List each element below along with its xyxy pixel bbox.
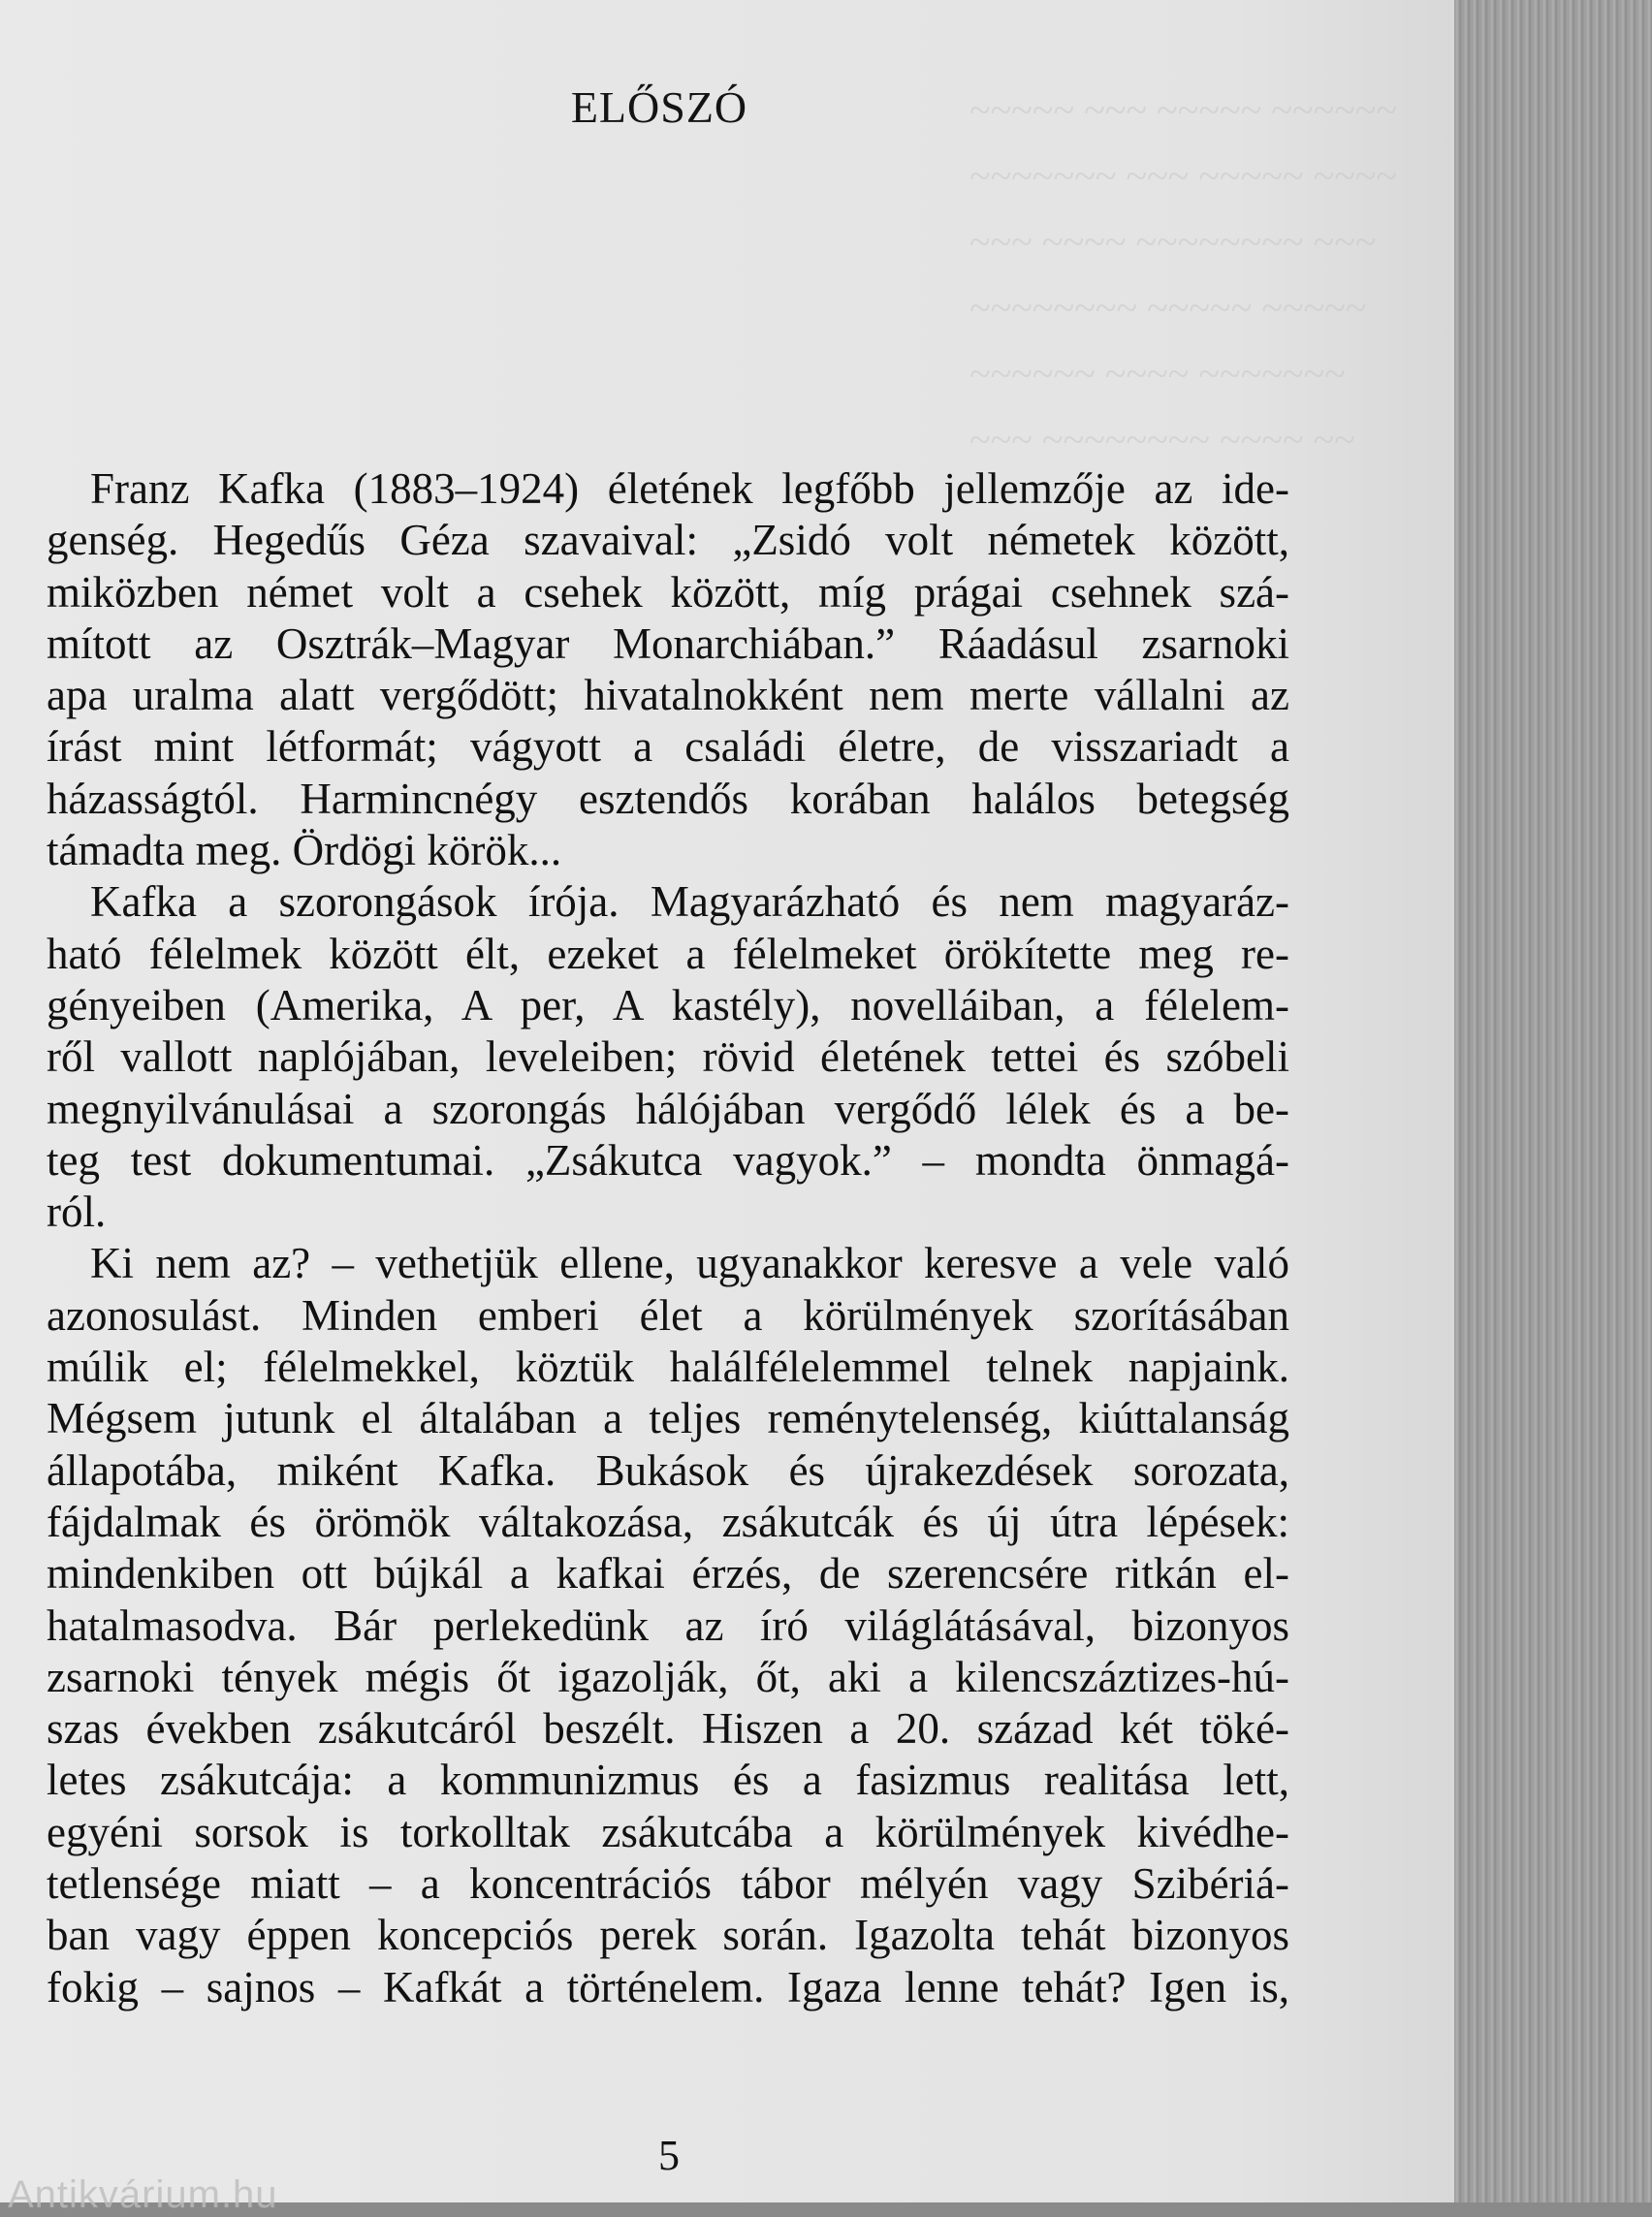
text-line: Mégsem jutunk el általában a teljes reménytelenség, kiúttalanság xyxy=(47,1394,1289,1443)
text-line: ről vallott naplójában, leveleiben; rövid életének tettei és szóbeli xyxy=(47,1032,1289,1082)
text-line: Ki nem az? – vethetjük ellene, ugyanakkor keresve a vele való xyxy=(90,1239,1289,1288)
text-line: mított az Osztrák–Magyar Monarchiában.” Ráadásul zsarnoki xyxy=(47,618,1289,668)
text-line: tetlensége miatt – a koncentrációs tábor mélyén vagy Szibériá- xyxy=(47,1859,1289,1909)
text-line: zsarnoki tények mégis őt igazolják, őt, aki a kilencszáztizes-hú- xyxy=(47,1652,1289,1701)
text-line: ható félelmek között élt, ezeket a félelmeket örökítette meg re- xyxy=(47,929,1289,978)
text-line: múlik el; félelmekkel, köztük halálfélelemmel telnek napjaink. xyxy=(47,1343,1289,1392)
body-text xyxy=(47,463,1289,2013)
text-line: házasságtól. Harmincnégy esztendős korában halálos betegség xyxy=(47,774,1289,823)
text-line: letes zsákutcája: a kommunizmus és a fasizmus realitása lett, xyxy=(47,1756,1289,1805)
text-line: egyéni sorsok is torkolltak zsákutcába a körülmények kivédhe- xyxy=(47,1807,1289,1856)
show-through-text: ~~~~~ ~~~ ~~~~~ ~~~~~~ ~~~~~~~ ~~~ ~~~~~ ~~~~ ~~~ ~~~~ ~~~~~~~~ ~~~ ~~~~~~~~ ~~~~~ ~~~~~ ~~~~~~ ~~~~ ~~~~~~~ ~~~ ~~~~~~~~ ~~~~ ~~ xyxy=(969,88,1398,461)
text-line: állapotába, miként Kafka. Bukások és újrakezdések sorozata, xyxy=(47,1445,1289,1495)
paragraph-1 xyxy=(47,463,1289,876)
text-line: támadta meg. Ördögi körök... xyxy=(47,826,562,875)
text-line: azonosulást. Minden emberi élet a körülmények szorításában xyxy=(47,1290,1289,1340)
text-line: szas években zsákutcáról beszélt. Hiszen a 20. század két töké- xyxy=(47,1704,1289,1754)
text-line: megnyilvánulásai a szorongás hálójában vergődő lélek és a be- xyxy=(47,1084,1289,1133)
text-line: fájdalmak és örömök váltakozása, zsákutcák és új útra lépések: xyxy=(47,1497,1289,1546)
text-line: fokig – sajnos – Kafkát a történelem. Igaza lenne tehát? Igen is, xyxy=(47,1962,1289,2011)
page-number: 5 xyxy=(658,2132,680,2179)
text-line: mindenkiben ott bújkál a kafkai érzés, de szerencsére ritkán el- xyxy=(47,1549,1289,1599)
chapter-heading: ELŐSZÓ xyxy=(570,82,748,132)
text-line: ban vagy éppen koncepciós perek során. Igazolta tehát bizonyos xyxy=(47,1911,1289,1960)
text-line: miközben német volt a csehek között, míg prágai csehnek szá- xyxy=(47,567,1289,617)
text-line: teg test dokumentumai. „Zsákutca vagyok.” – mondta önmagá- xyxy=(47,1135,1289,1185)
text-line: gényeiben (Amerika, A per, A kastély), novelláiban, a félelem- xyxy=(47,980,1289,1029)
page-edge-stack xyxy=(1454,0,1652,2202)
text-line: hatalmasodva. Bár perlekedünk az író világlátásával, bizonyos xyxy=(47,1600,1289,1650)
watermark: Antikvárium.hu xyxy=(8,2173,278,2216)
paragraph-2 xyxy=(47,876,1289,1238)
text-line: Franz Kafka (1883–1924) életének legfőbb jellemzője az ide- xyxy=(90,464,1289,513)
text-line: genség. Hegedűs Géza szavaival: „Zsidó volt németek között, xyxy=(47,516,1289,565)
text-line: írást mint létformát; vágyott a családi életre, de visszariadt a xyxy=(47,722,1289,772)
text-line: ról. xyxy=(47,1188,107,1237)
paragraph-3 xyxy=(47,1238,1289,2012)
text-line: apa uralma alatt vergődött; hivatalnokként nem merte vállalni az xyxy=(47,671,1289,720)
text-line: Kafka a szorongások írója. Magyarázható és nem magyaráz- xyxy=(90,877,1289,927)
